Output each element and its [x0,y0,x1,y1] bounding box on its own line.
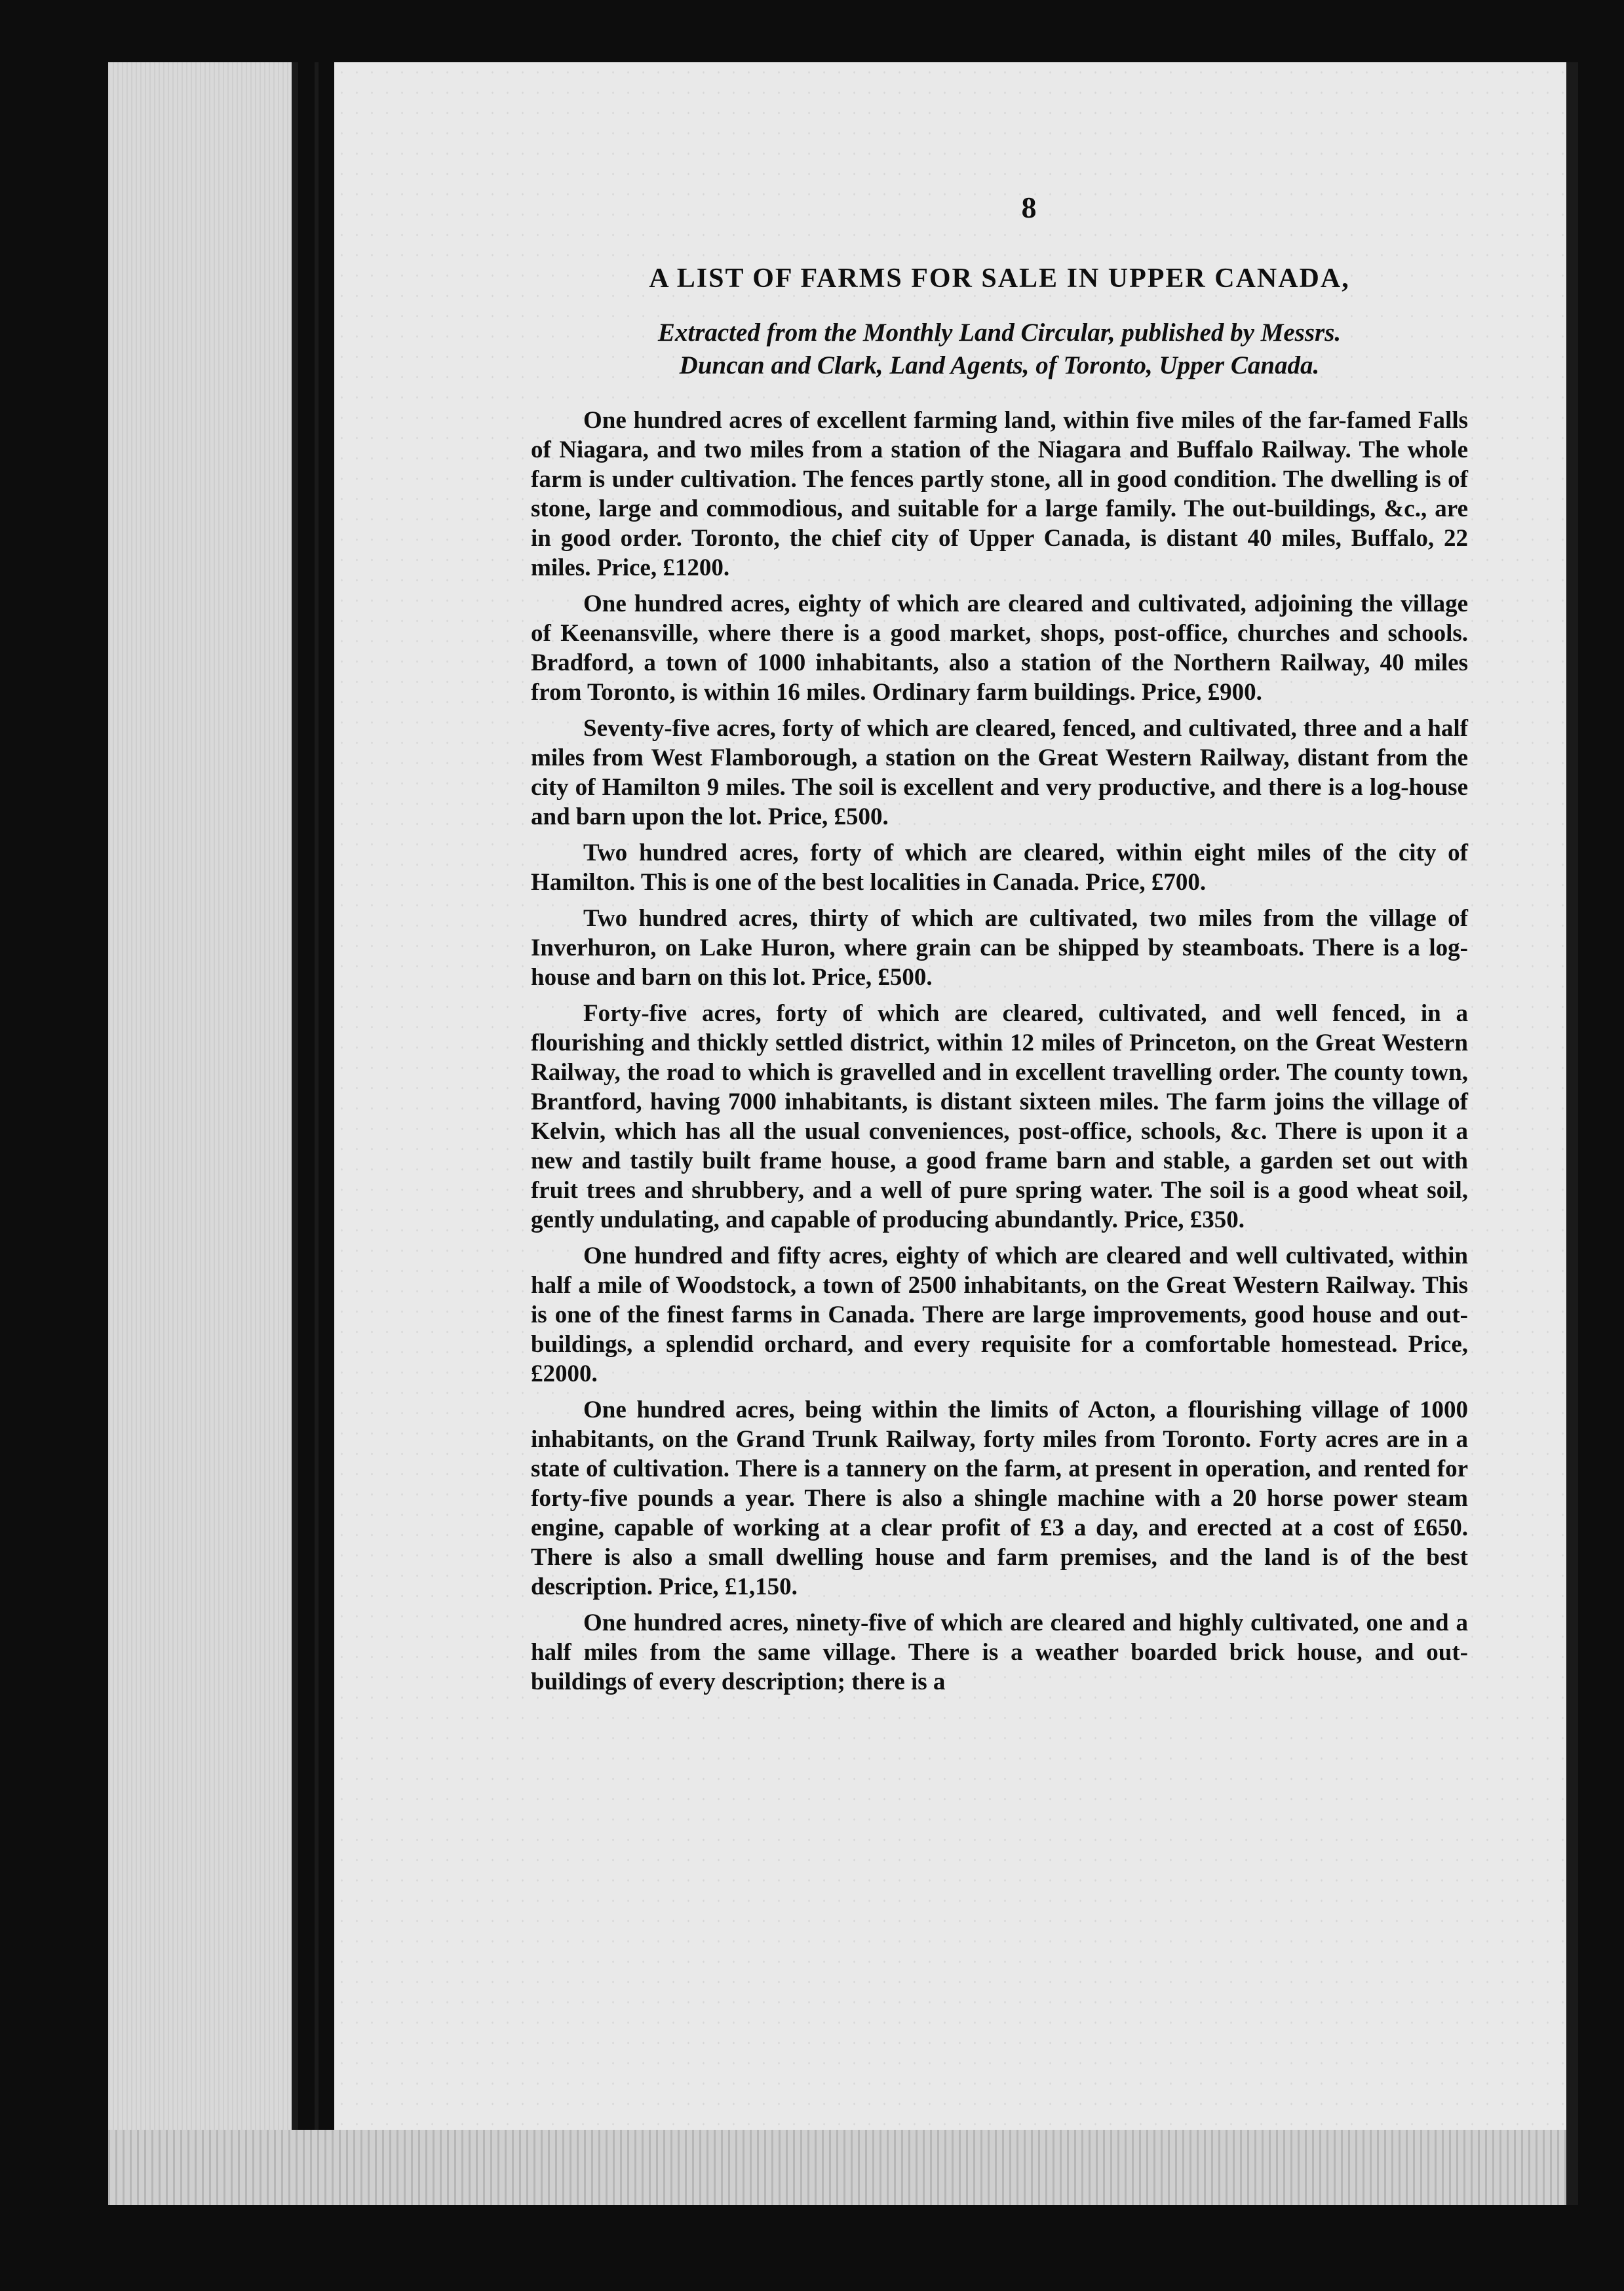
farm-entry: One hundred and fifty acres, eighty of which are cleared and well cultivated, within half a mile of Woodstock, a town of 2500 inhabitants, on the Great Western Railway. This is one of the finest farms in Canada. There are large improvements, good house and out-buildings, a splendid orchard, and every requisite for a comfortable homestead. Price, £2000. [531,1242,1468,1387]
farm-entry: Two hundred acres, thirty of which are cultivated, two miles from the village of Inverhuron, on Lake Huron, where grain can be shipped by steamboats. There is a log-house and barn on this lot. Price, £500. [531,905,1468,991]
page-subtitle [531,317,1468,382]
farm-entry: Two hundred acres, forty of which are cleared, within eight miles of the city of Hamilton. This is one of the best localities in Canada. Price, £700. [531,839,1468,896]
farm-entry: Seventy-five acres, forty of which are cleared, fenced, and cultivated, three and a half miles from West Flamborough, a station on the Great Western Railway, distant from the city of Hamilton 9 miles. The soil is excellent and very productive, and there is a log-house and barn upon the lot. Price, £500. [531,715,1468,830]
page-bottom-edge [108,2130,1570,2205]
facing-page-edge [108,62,298,2205]
document-page [334,62,1566,2205]
page-title: A LIST OF FARMS FOR SALE IN UPPER CANADA, [649,263,1350,294]
farm-entry: One hundred acres, ninety-five of which are cleared and highly cultivated, one and a half miles from the same village. There is a weather boarded brick house, and out-buildings of every description; there is a [531,1609,1468,1695]
farm-entry: One hundred acres, being within the limits of Acton, a flourishing village of 1000 inhabitants, on the Grand Trunk Railway, forty miles from Toronto. Forty acres are in a state of cultivation. There is a tannery on the farm, at present in operation, and rented for forty-five pounds a year. There is also a shingle machine with a 20 horse power steam engine, capable of working at a clear profit of £3 a day, and erected at a cost of £650. There is also a small dwelling house and farm premises, and the land is of the best description. Price, £1,150. [531,1396,1468,1600]
farm-entry: One hundred acres, eighty of which are cleared and cultivated, adjoining the village of Keenansville, where there is a good market, shops, post-office, churches and schools. Bradford, a town of 1000 inhabitants, also a station of the Northern Railway, 40 miles from Toronto, is within 16 miles. Ordinary farm buildings. Price, £900. [531,590,1468,706]
farm-entry: Forty-five acres, forty of which are cleared, cultivated, and well fenced, in a flourishing and thickly settled district, within 12 miles of Princeton, on the Great Western Railway, the road to which is gravelled and in excellent travelling order. The county town, Brantford, having 7000 inhabitants, is distant sixteen miles. The farm joins the village of Kelvin, which has all the usual conveniences, post-office, schools, &c. There is upon it a new and tastily built frame house, a good frame barn and stable, a garden set out with fruit trees and shrubbery, and a well of pure spring water. The soil is a good wheat soil, gently undulating, and capable of producing abundantly. Price, £350. [531,1000,1468,1233]
subtitle-line-2: Duncan and Clark, Land Agents, of Toronto, Upper Canada. [679,351,1320,379]
page-text [531,190,1468,1703]
farm-entry: One hundred acres of excellent farming land, within five miles of the far-famed Falls of Niagara, and two miles from a station of the Niagara and Buffalo Railway. The whole farm is under cultivation. The fences partly stone, all in good condition. The dwelling is of stone, large and commodious, and suitable for a large family. The out-buildings, &c., are in good order. Toronto, the chief city of Upper Canada, is distant 40 miles, Buffalo, 22 miles. Price, £1200. [531,407,1468,581]
subtitle-line-1: Extracted from the Monthly Land Circular, published by Messrs. [657,318,1342,347]
binding-line [292,62,298,2205]
binding-line-inner [315,62,319,2205]
page-right-edge [1566,62,1578,2205]
page-number: 8 [1021,191,1037,224]
